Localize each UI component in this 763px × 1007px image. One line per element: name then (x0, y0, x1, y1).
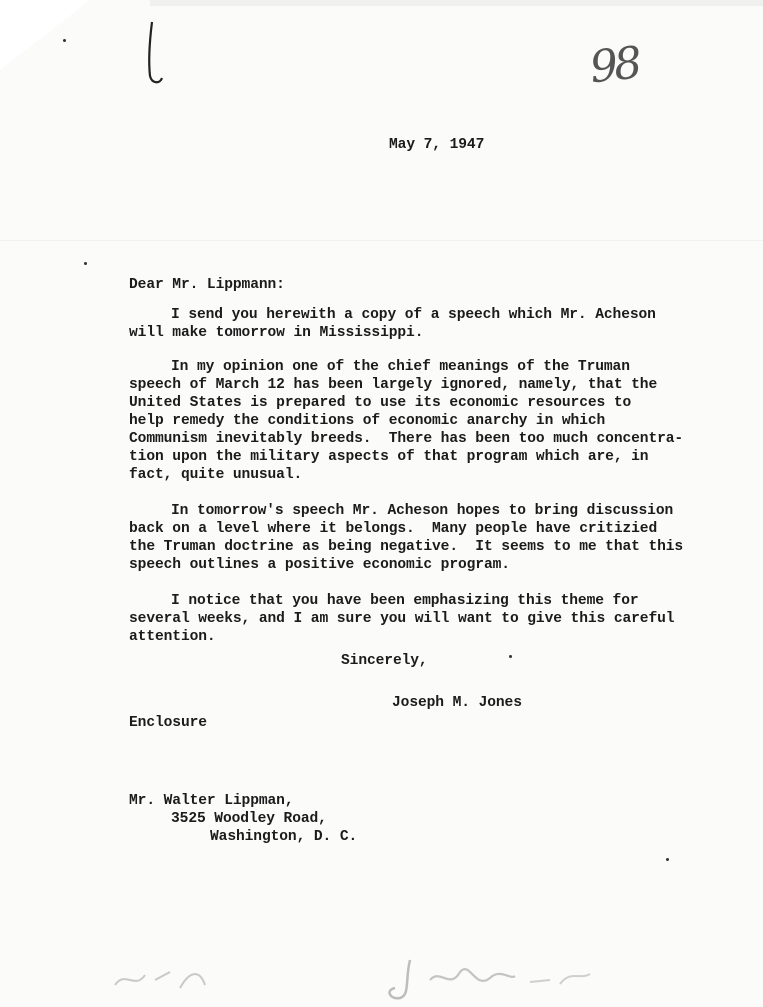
salutation: Dear Mr. Lippmann: (129, 277, 285, 293)
paragraph-4-line: I notice that you have been emphasizing this theme for (171, 593, 639, 609)
paragraph-4-line: several weeks, and I am sure you will want to give this careful (129, 611, 675, 627)
paragraph-3-line: the Truman doctrine as being negative. It seems to me that this (129, 539, 684, 555)
paper-fold (0, 240, 763, 241)
paragraph-1-line: I send you herewith a copy of a speech which Mr. Acheson (171, 307, 656, 323)
paragraph-2-line: United States is prepared to use its economic resources to (129, 395, 632, 411)
paragraph-2-line: tion upon the military aspects of that program which are, in (129, 449, 649, 465)
paragraph-1-line: will make tomorrow in Mississippi. (129, 325, 424, 341)
signature-name: Joseph M. Jones (392, 695, 522, 711)
paragraph-2-line: speech of March 12 has been largely ignored, namely, that the (129, 377, 658, 393)
letter-date: May 7, 1947 (389, 137, 485, 153)
address-line: Mr. Walter Lippman, (129, 793, 294, 809)
ink-speck (84, 262, 87, 265)
paper-edge (150, 0, 763, 6)
torn-corner (0, 0, 90, 70)
paragraph-2-line: fact, quite unusual. (129, 467, 303, 483)
closing: Sincerely, (341, 653, 428, 669)
faint-handwriting-icon (110, 950, 610, 1000)
pencil-mark-icon (140, 18, 170, 88)
address-line: 3525 Woodley Road, (171, 811, 327, 827)
paragraph-2-line: Communism inevitably breeds. There has been too much concentra- (129, 431, 684, 447)
paragraph-3-line: back on a level where it belongs. Many people have critizied (129, 521, 658, 537)
paragraph-3-line: speech outlines a positive economic program. (129, 557, 510, 573)
ink-speck (666, 858, 669, 861)
address-line: Washington, D. C. (210, 829, 358, 845)
handwritten-number: 98 (587, 37, 641, 94)
paragraph-4-line: attention. (129, 629, 216, 645)
enclosure-note: Enclosure (129, 715, 207, 731)
paragraph-2-line: In my opinion one of the chief meanings of the Truman (171, 359, 630, 375)
ink-speck (509, 655, 512, 658)
paragraph-2-line: help remedy the conditions of economic anarchy in which (129, 413, 606, 429)
paragraph-3-line: In tomorrow's speech Mr. Acheson hopes to bring discussion (171, 503, 674, 519)
ink-speck (63, 39, 66, 42)
